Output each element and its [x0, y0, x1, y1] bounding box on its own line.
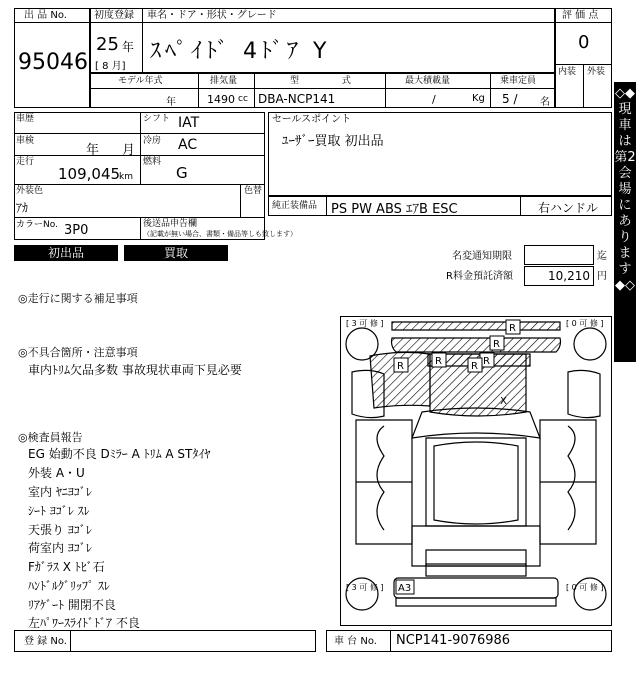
tire-depth-front-left: [ 3 可 修 ]	[346, 319, 384, 328]
inspection-year-unit: 年	[86, 143, 100, 158]
divider	[90, 22, 555, 23]
wheel-rear-left	[346, 578, 378, 610]
mileage-value: 109,045	[58, 165, 121, 183]
inspector-line: EG 始動不良 Dﾐﾗｰ A ﾄﾘﾑ A STﾀｲﾔ	[28, 447, 211, 461]
displacement-value: 1490	[207, 93, 235, 106]
sales-point-label: セールスポイント	[272, 114, 352, 125]
wheel-front-right	[574, 328, 606, 360]
equipment-label: 純正装備品	[272, 201, 318, 211]
damage-mark-r: R	[397, 361, 404, 372]
fuel-value: G	[176, 164, 188, 182]
recycle-label: R料金預託済額	[446, 271, 513, 282]
inspector-title: ◎検査員報告	[18, 431, 83, 444]
car-name-label: 車名・ドア・形状・グレード	[147, 10, 277, 21]
tire-depth-front-right: [ 0 可 修 ]	[566, 319, 604, 328]
divider	[520, 196, 521, 216]
divider	[90, 88, 555, 89]
side-banner-text: ◇◆現車は第2会場にあります◆◇	[614, 86, 636, 293]
inspector-line: 左ﾊﾟﾜｰｽﾗｲﾄﾞﾄﾞｱ 不良	[28, 616, 140, 630]
wheel-rear-right	[574, 578, 606, 610]
damage-mark-r: R	[483, 356, 490, 367]
aftermarket-note: （記載が無い場合、書類・備品等しも致します）	[143, 230, 297, 238]
registration-deadline-box	[524, 245, 594, 265]
registration-deadline-unit: 迄	[597, 251, 607, 262]
model-code-label: 型 式	[290, 76, 371, 86]
inspection-label: 車検	[16, 136, 35, 146]
divider	[490, 73, 491, 108]
damage-mark-r: R	[509, 323, 516, 334]
divider	[198, 73, 199, 108]
capacity-unit: 名	[540, 97, 550, 108]
max-load-value: /	[432, 93, 436, 106]
damage-mark-r: R	[435, 356, 442, 367]
damage-mark-a3: A3	[398, 583, 412, 594]
chassis-no-value: NCP141-9076986	[396, 633, 511, 648]
rating-label: 評 価 点	[562, 10, 599, 21]
tire-depth-rear-right: [ 0 可 修 ]	[566, 583, 604, 592]
divider	[385, 73, 386, 108]
model-year-label: モデル年式	[118, 76, 163, 86]
divider	[390, 630, 391, 652]
damage-mark-x: X	[500, 396, 507, 407]
aircon-value: AC	[178, 137, 198, 153]
inspector-line: Fｶﾞﾗｽ X ﾄﾋﾞ石	[28, 560, 105, 574]
damage-mark-r: R	[493, 339, 500, 350]
fuel-label: 燃料	[143, 157, 162, 167]
divider	[142, 8, 143, 73]
sales-point-text: ﾕｰｻﾞｰ買取 初出品	[282, 134, 384, 149]
registration-deadline-label: 名変通知期限	[452, 251, 512, 262]
registration-no-label: 登 録 No.	[24, 636, 67, 647]
divider	[240, 184, 241, 217]
max-load-unit: Kg	[472, 93, 485, 104]
aftermarket-label: 後送品申告欄	[143, 219, 198, 229]
inspector-line: ﾊﾝﾄﾞﾙｸﾞﾘｯﾌﾟ ｽﾚ	[28, 579, 110, 593]
car-name: ｽﾍﾟｲﾄﾞ 4ﾄﾞｱ Y	[150, 39, 331, 64]
interior-label: 内装	[558, 67, 577, 77]
aircon-label: 冷房	[143, 136, 162, 146]
model-code-value: DBA-NCP141	[258, 92, 336, 106]
exterior-label: 外装	[587, 67, 606, 77]
recycle-unit: 円	[597, 271, 607, 282]
supplement-title: ◎走行に関する補足事項	[18, 292, 138, 305]
divider	[326, 196, 327, 216]
damage-mark-r: R	[471, 361, 478, 372]
color-no-value: 3P0	[64, 223, 89, 238]
equipment-value: PS PW ABS ｴｱB ESC	[331, 202, 458, 217]
divider	[14, 184, 265, 185]
model-year-unit: 年	[166, 97, 176, 108]
divider	[140, 217, 141, 240]
exterior-color-value: ｱｶ	[16, 201, 29, 215]
first-reg-label: 初度登録	[94, 10, 134, 21]
inspector-line: 天張り ﾖｺﾞﾚ	[28, 523, 92, 537]
history-label: 車歴	[16, 114, 35, 124]
first-listing-badge: 初出品	[14, 245, 118, 261]
capacity-value: 5 /	[502, 92, 518, 106]
divider	[14, 22, 90, 23]
inspector-line: 荷室内 ﾖｺﾞﾚ	[28, 541, 92, 555]
exterior-color-label: 外装色	[16, 186, 44, 196]
color-no-label: カラーNo.	[16, 220, 58, 230]
inspector-line: ﾘｱｹﾞｰﾄ 開閉不良	[28, 598, 116, 612]
shift-label: シフト	[143, 114, 171, 124]
capacity-label: 乗車定員	[500, 76, 537, 86]
defect-line: 車内ﾄﾘﾑ欠品多数 事故現状車両下見必要	[28, 363, 242, 377]
max-load-label: 最大積載量	[405, 76, 451, 86]
first-reg-year: 25	[96, 34, 119, 55]
inspector-line: 室内 ﾔﾆﾖｺﾞﾚ	[28, 485, 92, 499]
steering-value: 右ハンドル	[538, 201, 599, 215]
divider	[140, 112, 141, 184]
inspector-line: ｼｰﾄ ﾖｺﾞﾚ ｽﾚ	[28, 504, 90, 518]
defects-title: ◎不具合箇所・注意事項	[18, 346, 138, 359]
first-reg-month: [ 8 月]	[95, 61, 126, 72]
tire-depth-rear-left: [ 3 可 修 ]	[346, 583, 384, 592]
rating-value: 0	[578, 32, 590, 53]
recycle-amount: 10,210	[548, 269, 590, 283]
car-outline-drawing	[340, 316, 612, 626]
displacement-unit: cc	[238, 94, 248, 104]
mileage-unit: km	[119, 172, 133, 182]
year-unit: 年	[122, 40, 135, 54]
divider	[555, 22, 612, 23]
color-change-label: 色替	[244, 186, 263, 196]
inspector-line: 外装 A・U	[28, 466, 85, 480]
shift-value: IAT	[178, 115, 200, 131]
displacement-label: 排気量	[210, 76, 238, 86]
mileage-label: 走行	[16, 157, 35, 167]
chassis-no-label: 車 台 No.	[334, 636, 377, 647]
lot-label: 出 品 No.	[24, 10, 67, 21]
divider	[70, 630, 71, 652]
divider	[254, 73, 255, 108]
buyout-badge: 買取	[124, 245, 228, 261]
inspection-month-unit: 月	[122, 143, 136, 158]
lot-number: 95046	[18, 50, 88, 75]
divider	[583, 64, 584, 108]
